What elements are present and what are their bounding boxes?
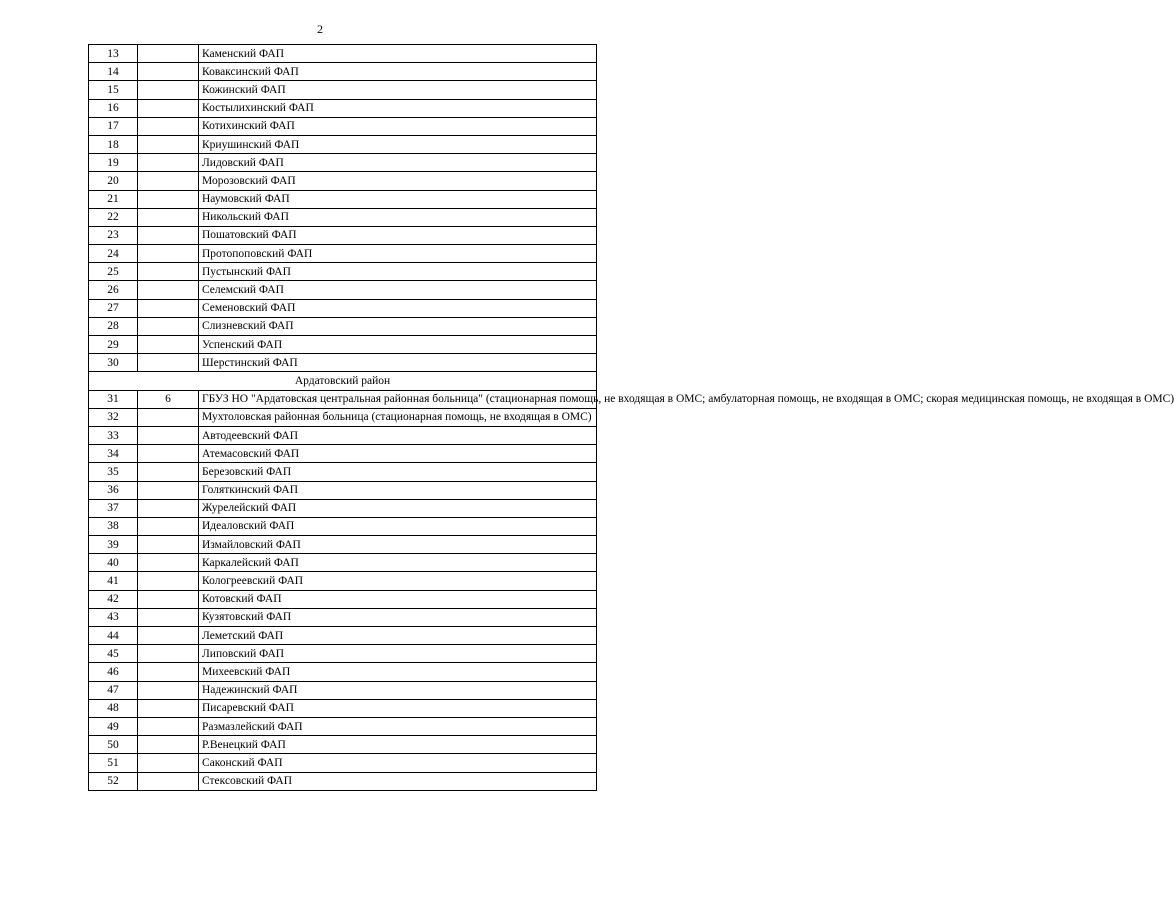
row-number: 41 — [89, 572, 138, 590]
facility-name: Липовский ФАП — [199, 645, 597, 663]
row-code — [138, 517, 199, 535]
table-row — [89, 63, 597, 81]
table-row — [89, 245, 597, 263]
facility-name: Леметский ФАП — [199, 627, 597, 645]
table-row — [89, 172, 597, 190]
facility-name: Размазлейский ФАП — [199, 717, 597, 735]
table-row — [89, 572, 597, 590]
table-body — [89, 45, 1174, 791]
row-code — [138, 45, 199, 63]
table-row — [89, 99, 597, 117]
facility-name: Стексовский ФАП — [199, 772, 597, 790]
row-code — [138, 117, 199, 135]
row-number: 16 — [89, 99, 138, 117]
table-row — [89, 499, 597, 517]
table-row — [89, 772, 597, 790]
facility-name: Пустынский ФАП — [199, 263, 597, 281]
facility-name: ГБУЗ НО "Ардатовская центральная районная больница" (стационарная помощь, не входящая в ОМС; амбулаторная помощь, не входящая в ОМС; скорая медицинская помощь, не входящая в ОМС) — [199, 390, 597, 408]
row-code — [138, 481, 199, 499]
row-number: 27 — [89, 299, 138, 317]
row-number: 37 — [89, 499, 138, 517]
table-row — [89, 45, 597, 63]
row-number: 30 — [89, 354, 138, 372]
row-number: 17 — [89, 117, 138, 135]
table-row — [89, 699, 597, 717]
facility-name: Коваксинский ФАП — [199, 63, 597, 81]
facility-name: Надежинский ФАП — [199, 681, 597, 699]
row-code — [138, 208, 199, 226]
row-number: 40 — [89, 554, 138, 572]
row-number: 34 — [89, 445, 138, 463]
row-code — [138, 627, 199, 645]
row-number: 44 — [89, 627, 138, 645]
facility-name: Пошатовский ФАП — [199, 226, 597, 244]
row-number: 25 — [89, 263, 138, 281]
table-row — [89, 336, 597, 354]
row-number: 18 — [89, 135, 138, 153]
row-number: 23 — [89, 226, 138, 244]
row-number: 43 — [89, 608, 138, 626]
row-code — [138, 681, 199, 699]
facility-name: Семеновский ФАП — [199, 299, 597, 317]
facility-name: Писаревский ФАП — [199, 699, 597, 717]
row-code — [138, 154, 199, 172]
facility-name: Идеаловский ФАП — [199, 517, 597, 535]
row-number: 32 — [89, 408, 138, 426]
row-code — [138, 772, 199, 790]
row-number: 19 — [89, 154, 138, 172]
row-code — [138, 754, 199, 772]
row-number: 39 — [89, 536, 138, 554]
table-row — [89, 590, 597, 608]
table-row — [89, 717, 597, 735]
row-number: 33 — [89, 426, 138, 444]
row-code — [138, 263, 199, 281]
table-row — [89, 445, 597, 463]
table-row — [89, 154, 597, 172]
table-row — [89, 517, 597, 535]
table-row — [89, 408, 597, 426]
row-number: 29 — [89, 336, 138, 354]
table-row — [89, 354, 597, 372]
row-number: 36 — [89, 481, 138, 499]
table-row — [89, 135, 597, 153]
row-code — [138, 426, 199, 444]
row-number: 15 — [89, 81, 138, 99]
row-code — [138, 590, 199, 608]
row-code — [138, 81, 199, 99]
section-title: Ардатовский район — [89, 372, 597, 390]
facility-name: Шерстинский ФАП — [199, 354, 597, 372]
row-code — [138, 572, 199, 590]
table-row — [89, 681, 597, 699]
facility-name: Мухтоловская районная больница (стационарная помощь, не входящая в ОМС) — [199, 408, 597, 426]
row-number: 42 — [89, 590, 138, 608]
facility-table — [88, 44, 1174, 791]
row-code — [138, 463, 199, 481]
row-code — [138, 536, 199, 554]
row-number: 28 — [89, 317, 138, 335]
table-row — [89, 481, 597, 499]
row-number: 35 — [89, 463, 138, 481]
table-row — [89, 463, 597, 481]
row-code — [138, 717, 199, 735]
row-code — [138, 317, 199, 335]
table-row — [89, 281, 597, 299]
table-row — [89, 190, 597, 208]
facility-name: Селемский ФАП — [199, 281, 597, 299]
row-number: 49 — [89, 717, 138, 735]
row-number: 22 — [89, 208, 138, 226]
row-code — [138, 336, 199, 354]
row-number: 46 — [89, 663, 138, 681]
row-code — [138, 663, 199, 681]
facility-name: Котовский ФАП — [199, 590, 597, 608]
table-row — [89, 208, 597, 226]
row-code — [138, 226, 199, 244]
table-row — [89, 317, 597, 335]
row-number: 31 — [89, 390, 138, 408]
row-code — [138, 354, 199, 372]
row-number: 26 — [89, 281, 138, 299]
row-code — [138, 499, 199, 517]
table-row — [89, 608, 597, 626]
facility-name: Наумовский ФАП — [199, 190, 597, 208]
facility-name: Михеевский ФАП — [199, 663, 597, 681]
row-number: 13 — [89, 45, 138, 63]
facility-name: Атемасовский ФАП — [199, 445, 597, 463]
row-code — [138, 408, 199, 426]
row-code — [138, 135, 199, 153]
facility-name: Слизневский ФАП — [199, 317, 597, 335]
facility-name: Каркалейский ФАП — [199, 554, 597, 572]
facility-name: Саконский ФАП — [199, 754, 597, 772]
table-row — [89, 299, 597, 317]
row-code — [138, 445, 199, 463]
row-code — [138, 190, 199, 208]
row-number: 38 — [89, 517, 138, 535]
facility-name: Протопоповский ФАП — [199, 245, 597, 263]
row-code — [138, 699, 199, 717]
row-number: 50 — [89, 736, 138, 754]
row-code — [138, 281, 199, 299]
table-row — [89, 390, 597, 408]
table-row — [89, 81, 597, 99]
row-number: 47 — [89, 681, 138, 699]
row-code — [138, 736, 199, 754]
row-code — [138, 554, 199, 572]
table-row — [89, 645, 597, 663]
facility-name: Каменский ФАП — [199, 45, 597, 63]
page-number: 2 — [317, 22, 323, 36]
table-row — [89, 663, 597, 681]
facility-name: Котихинский ФАП — [199, 117, 597, 135]
row-code — [138, 63, 199, 81]
row-number: 52 — [89, 772, 138, 790]
facility-name: Кузятовский ФАП — [199, 608, 597, 626]
facility-name: Голяткинский ФАП — [199, 481, 597, 499]
facility-name: Криушинский ФАП — [199, 135, 597, 153]
table-row — [89, 226, 597, 244]
facility-name: Березовский ФАП — [199, 463, 597, 481]
row-number: 24 — [89, 245, 138, 263]
section-row — [89, 372, 597, 390]
facility-name: Кожинский ФАП — [199, 81, 597, 99]
table-row — [89, 117, 597, 135]
table-row — [89, 426, 597, 444]
facility-name: Лидовский ФАП — [199, 154, 597, 172]
table-row — [89, 754, 597, 772]
row-code — [138, 99, 199, 117]
row-number: 14 — [89, 63, 138, 81]
facility-name: Журелейский ФАП — [199, 499, 597, 517]
row-number: 21 — [89, 190, 138, 208]
row-number: 48 — [89, 699, 138, 717]
facility-name: Измайловский ФАП — [199, 536, 597, 554]
row-code: 6 — [138, 390, 199, 408]
facility-name: Успенский ФАП — [199, 336, 597, 354]
row-code — [138, 645, 199, 663]
row-code — [138, 608, 199, 626]
facility-name: Кологреевский ФАП — [199, 572, 597, 590]
facility-name: Автодеевский ФАП — [199, 426, 597, 444]
table-row — [89, 536, 597, 554]
row-number: 20 — [89, 172, 138, 190]
table-row — [89, 554, 597, 572]
row-number: 45 — [89, 645, 138, 663]
row-number: 51 — [89, 754, 138, 772]
facility-name: Никольский ФАП — [199, 208, 597, 226]
row-code — [138, 245, 199, 263]
table-row — [89, 736, 597, 754]
row-code — [138, 172, 199, 190]
facility-name: Р.Венецкий ФАП — [199, 736, 597, 754]
row-code — [138, 299, 199, 317]
table-row — [89, 627, 597, 645]
facility-name: Морозовский ФАП — [199, 172, 597, 190]
table-row — [89, 263, 597, 281]
facility-name: Костылихинский ФАП — [199, 99, 597, 117]
